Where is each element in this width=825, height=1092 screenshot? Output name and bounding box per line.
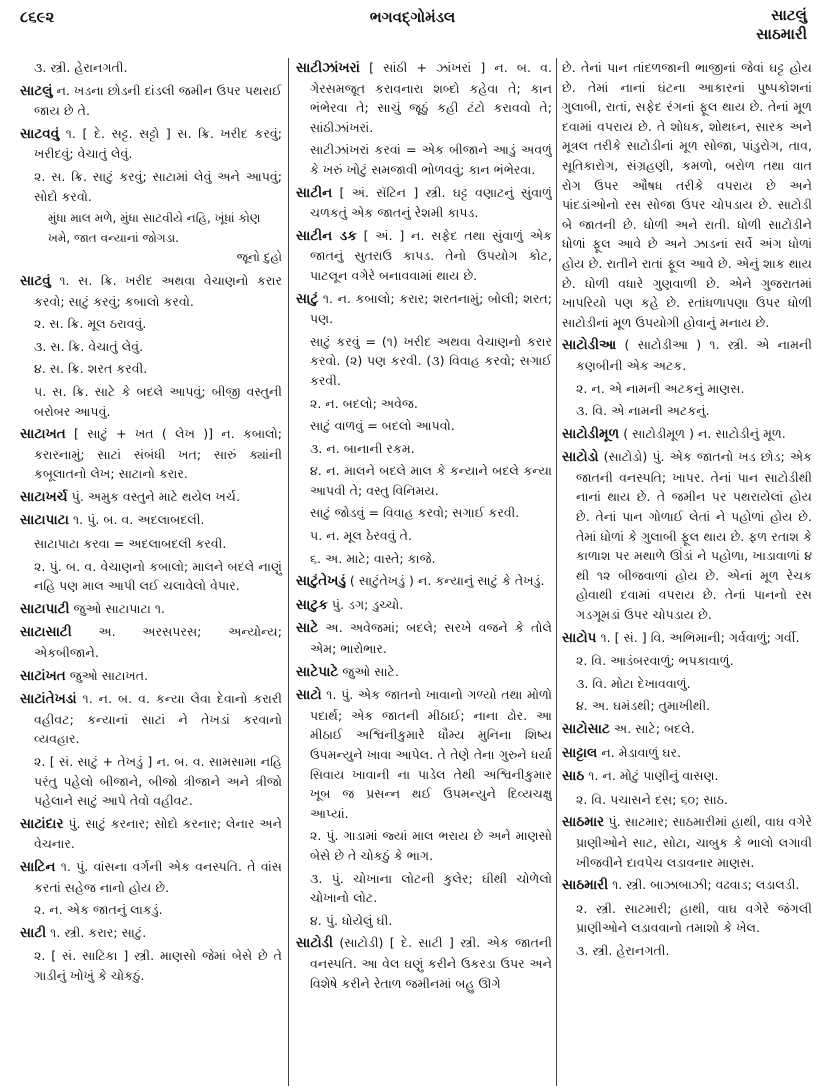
dictionary-entry <box>296 618 552 658</box>
sense-definition: સાટું વાળવું = બદલો આપવો. <box>310 418 455 434</box>
headword: સાટીઝાંખરાં <box>296 60 360 76</box>
dictionary-entry <box>20 599 282 620</box>
headword: સાટીન <box>296 184 333 201</box>
definition-text: ( સાટોડીમૂળ ) ન. સાટોડીનું મૂળ. <box>619 425 786 441</box>
definition-text: [ સાંઠી + ઝાંખરાં ] ન. બ. વ. ગેરસમજૂત કરાવનારા શબ્દો કહેવા તે; કાન ભંભેરવા તે; સાચું જૂઠું કહી ટંટો કરાવવો તે; સાંઠીઝાંખરાં. <box>310 60 552 135</box>
page-number: ૮૬૯૨ <box>20 8 55 26</box>
dictionary-entry <box>20 510 282 531</box>
definition-text: જુઓ સાટાપાટા ૧. <box>69 600 166 616</box>
definition-text: ૧. ન. બ. વ. કન્યા લેવા દેવાનો કરારી વહીવટ; કન્યાનાં સાટાં ને તેખડાં કરવાનો વ્યવહાર. <box>34 691 282 747</box>
headword: સાટોડો <box>562 449 599 466</box>
dictionary-entry <box>20 923 282 944</box>
dictionary-entry <box>20 689 282 749</box>
sense-definition: ૨. ન. બદલો; અવેજ. <box>310 395 418 411</box>
sense-definition: સાટું જોડવું = વિવાહ કરવો; સગાઈ કરવી. <box>310 505 520 521</box>
headword: સાઠમારી <box>562 877 609 894</box>
sense-definition: ૨. [ સં. સાટું + તેખડું ] ન. બ. વ. સામસામા નહિ પરંતુ પહેલો બીજાને, બીજો ત્રીજાને અને ત્રીજો પહેલાને સાટું આપે તેવો વહીવટ. <box>34 754 282 809</box>
sense-definition: ૩. સ. ક્રિ. વેચાતું લેવું. <box>34 338 144 354</box>
definition-text: ૧. [ દે. સટ્ટ. સટ્ટો ] સ. ક્રિ. ખરીદ કરવું; ખરીદવું; વેચાતું લેવું. <box>34 125 282 162</box>
headword: સાટો <box>296 687 322 704</box>
dictionary-entry <box>20 857 282 897</box>
headword: સાટોસાટ <box>562 721 610 737</box>
definition-text: ૧. ન. કબાલો; કરાર; શરતનામું; બોલી; શરત; પણ. <box>310 290 552 327</box>
definition-text: ૧. સ્ત્રી. બાઝાબાઝી; વઢવાડ; લડાલડી. <box>608 877 800 893</box>
headword: સાટોડીમૂળ <box>562 425 620 442</box>
headword: સાટવું <box>20 272 51 289</box>
dictionary-entry <box>562 766 812 787</box>
definition-text: (સાટોડો) પું. એક જાતનો ખડ છોડ; એક જાતની વનસ્પતિ; ખાપર. તેનાં પાન સાટોડીથી નાનાં થાય છે. તે જમીન પર પથરાયેલાં હોય છે. તેનાં પાન ગોળાઈ લેતાં ને પહોળાં હોય છે. તેમાં ધોળાં કે ગુલાબી ફૂલ થાય છે. ફળ રતાશ કે કાળાશ પર મથાળે ઊંડાં ને પહોળા, ખાડાવાળાં ૪ થી ૧૨ બીજવાળાં હોય છે. એનાં મૂળ રેચક હોવાથી દવામાં વપરાય છે. તેનાં પાનનો રસ ગડગૂમડાં ઉપર ચોપડાય છે. <box>576 449 812 623</box>
definition-text: અ. અરસપરસ; અન્યોન્ય; એકબીજાને. <box>34 624 282 661</box>
headword: સાટુક <box>296 596 328 613</box>
dictionary-entry <box>20 424 282 484</box>
column-divider <box>288 58 289 1086</box>
sense-definition: સાટીઝાંખરાં કરવાં = એક બીજાને આડું અવળું કે ખરું ખોટું સમજાવી ભોળવવું; કાન ભંભેરવા. <box>310 142 552 177</box>
definition-text: ( સાટુંતેખડું ) ન. કન્યાનું સાટું કે તેખડું. <box>345 573 545 589</box>
sense-definition: ૫. સ. ક્રિ. સાટે કે બદલે આપવું; બીજી વસ્તુની બરોબર આપવું. <box>34 383 282 419</box>
definition-text: પું. ડગ; ડુચ્ચો. <box>327 596 404 612</box>
dictionary-entry <box>562 335 812 375</box>
column-divider <box>556 58 557 1086</box>
definition-text: ૧. પું. બ. વ. અદલાબદલી. <box>68 512 205 528</box>
headword: સાટલું <box>20 82 53 99</box>
headword: સાટ્ટાલ <box>562 744 598 761</box>
sense-definition: ૨. વિ. પચાસને દસ; ૬૦; સાઠ. <box>576 791 729 807</box>
definition-text: (સાટોડી) [ દે. સાટી ] સ્ત્રી. એક જાતની વનસ્પતિ. આ વેલ ઘણું કરીને ઉકરડા ઉપર અને વિશેષે કરીને રેતાળ જમીનમાં બહુ ઊગે <box>310 935 552 991</box>
headword: સાટુંતેખડું <box>296 573 346 590</box>
headword: સાઠ <box>562 768 585 785</box>
definition-text: પું. સાટું કરનાર; સોદો કરનાર; લેનાર અને વેચનાર. <box>34 815 282 852</box>
dictionary-entry <box>296 58 552 137</box>
sense-definition: ૪. ન. માલને બદલે માલ કે કન્યાને બદલે કન્યા આપવી તે; વસ્તુ વિનિમય. <box>310 463 552 498</box>
headword: સાટીન ડક <box>296 227 357 244</box>
headword: સાટાપાટા <box>20 512 69 529</box>
sense-definition: ૪. સ. ક્રિ. શરત કરવી. <box>34 361 148 377</box>
sense-definition: ૩. સ્ત્રી. હેરાનગતી. <box>34 60 128 75</box>
definition-text: પું. અમુક વસ્તુને માટે થયેલ ખર્ચ. <box>67 488 240 504</box>
headword: સાટવવું <box>20 125 60 142</box>
dictionary-entry <box>562 719 812 740</box>
sense-definition: ૨. ન. એક જાતનું લાકડું. <box>34 902 163 918</box>
definition-text: ૧. પું. વાંસના વર્ગની એક વનસ્પતિ. તે વાંસ કરતાં સહેજ નાનો હોય છે. <box>34 858 282 895</box>
dictionary-entry <box>296 289 552 329</box>
dictionary-entry <box>20 124 282 164</box>
sense-definition: ૨. સ્ત્રી. સાટમારી; હાથી, વાઘ વગેરે જંગલી પ્રાણીઓને લડાવવાનો તમાશો કે ખેલ. <box>576 900 812 936</box>
dictionary-entry <box>562 812 812 872</box>
definition-text: ન. ખડના છોડની દાંડલી જમીન ઉપર પથરાઈ જાય છે તે. <box>34 82 282 119</box>
definition-text: ૧. [ સં. ] વિ. અભિમાની; ગર્વવાળું; ગર્વી. <box>596 629 800 645</box>
definition-text: [ સાટું + ખત ( લેખ )] ન. કબાલો; કરારનામું; સાટાં સંબંધી ખત; સારું ક્યાંની કબૂલાતનો લેખ; સાટાનો કરાર. <box>34 426 282 482</box>
sense-definition: સાટાપાટા કરવા = અદલાબદલી કરવી. <box>34 536 227 552</box>
guide-word-last: સાઠમારી <box>756 25 807 43</box>
definition-text: અ. અવેજમાં; બદલે; સરખે વજને કે તોલે એમ; ભારોભાર. <box>310 620 552 657</box>
dictionary-entry <box>562 628 812 649</box>
headword: સાટોડીઆ <box>562 337 617 354</box>
headword: સાટિન <box>20 858 56 875</box>
dictionary-entry <box>296 662 552 683</box>
dictionary-entry <box>562 424 812 445</box>
sense-definition: ૨. સ. ક્રિ. સાટું કરવું; સાટામાં લેવું અને આપવું; સોદો કરવો. <box>34 168 282 204</box>
definition-text: જુઓ સાટે. <box>338 663 399 679</box>
definition-text: ન. મેડાવાળું ઘર. <box>597 744 682 760</box>
definition-text: ( સાટોડીઆ ) ૧. સ્ત્રી. એ નામની કણબીની એક અટક. <box>576 337 812 373</box>
headword: સાટાખર્ચ <box>20 488 68 505</box>
sense-definition: ૫. ન. મૂલ ઠેરવવું તે. <box>310 528 412 544</box>
sense-definition: ૩. ન. બાનાની રકમ. <box>310 440 415 456</box>
definition-continuation: છે. તેનાં પાન તાંદળજાની ભાજીનાં જેવાં ઘટ્ટ હોય છે. તેમાં નાનાં ઘંટના આકારનાં પુષ્પકોશનાં ગુલાબી, રાતાં, સફેદ રંગનાં ફૂલ થાય છે. તેનાં મૂળ દવામાં વપરાય છે. તે શોધક, શોથઘ્ન, સારક અને મૂત્રલ તરીકે સાટોડીનાં મૂળ સોજા, પાંડુરોગ, તાવ, સૂતિકારોગ, સંગ્રહણી, કમળો, બરોળ તથા વાત રોગ ઉપર ઔષધ તરીકે વપરાય છે અને પાંદડાંઓનો રસ સોજા ઉપર ચોપડાય છે. સાટોડી બે જાતની છે. ધોળી અને રાતી. ધોળી સાટોડીને ધોળાં ફૂલ આવે છે અને ઝાડનાં સર્વે અંગ ધોળાં હોય છે. રાતીને રાતાં ફૂલ આવે છે. એનું શાક થાય છે. ધોળી વધારે ગુણવાળી છે. એને ગુજરાતમાં ખાપરિયો પણ કહે છે. રતાંધળાપણા ઉપર ધોળી સાટોડીનાં મૂળ ઉપયોગી હોવાનું મનાય છે. <box>562 60 812 330</box>
definition-text: ૧. સ. ક્રિ. ખરીદ અથવા વેચાણનો કરાર કરવો; સાટું કરવું; કબાલો કરવો. <box>34 272 282 309</box>
definition-text: [ અં. સૅટિન ] સ્ત્રી. ઘટ્ટ વણાટનું સુંવાળું ચળકતું એક જાતનું રેશમી કાપડ. <box>310 184 552 221</box>
column-2 <box>296 58 552 1088</box>
guide-word-first: સાટલું <box>771 6 807 24</box>
quotation: મુંધા માલ મળે, મુંધા સાટવીયે નહિ, ખૂંધાં કોણ ખમે, જાત વન્યાનાં જોગડા. <box>48 211 261 245</box>
headword: સાટાંદાર <box>20 815 64 832</box>
sense-definition: ૩. સ્ત્રી. હેરાનગતી. <box>576 942 670 958</box>
sense-definition: ૨. વિ. આડંબરવાળું; ભપકાવાળું. <box>576 653 734 669</box>
dictionary-entry <box>296 183 552 223</box>
guide-words <box>756 6 807 44</box>
headword: સાટાસાટી <box>20 624 72 641</box>
dictionary-entry <box>20 666 282 687</box>
headword: સાઠમાર <box>562 814 605 831</box>
sense-definition: ૬. અ. માટે; વાસ્તે; કાજે. <box>310 550 436 566</box>
dictionary-entry <box>20 814 282 854</box>
sense-definition: ૨. ન. એ નામની અટકનું માણસ. <box>576 380 745 396</box>
sense-definition: ૨. પું. બ. વ. વેચાણનો કબાલો; માલને બદલે નાણું નહિ પણ માલ આપી લઈ ચલાવેલો વેપાર. <box>34 558 282 594</box>
headword: સાટી <box>20 924 47 941</box>
definition-text: ૧. પું. એક જાતનો ખાવાનો ગળ્યો તથા મોળો પદાર્થ; એક જાતની મીઠાઈ; નાના ઢોર. આ મીઠાઈ અશ્વિનીકુમારે ધૌમ્ય મુનિના શિષ્ય ઉપમન્યુને ખાવા આપેલ. તે તેણે તેના ગુરુને ધર્યા સિવાય ખાવાની ના પાડેલ તેથી અશ્વિનીકુમાર ખૂબ જ પ્રસન્ન થઈ ઉપમન્યુને દિવ્યચક્ષુ આપ્યાં. <box>310 687 552 821</box>
dictionary-entry <box>296 685 552 823</box>
dictionary-entry <box>20 622 282 662</box>
definition-text: જુઓ સાટાખત. <box>65 667 149 683</box>
sense-definition: ૩. પું. ચોખાના લોટની કુલેર; ઘીથી ચોળેલો ચોખાનો લોટ. <box>310 870 552 906</box>
column-3 <box>562 58 812 1088</box>
sense-definition: ૩. વિ. એ નામની અટકનું. <box>576 403 710 419</box>
dictionary-entry <box>562 743 812 764</box>
dictionary-entry <box>296 571 552 592</box>
dictionary-entry <box>296 933 552 993</box>
headword: સાટાપાટી <box>20 600 70 617</box>
headword: સાટે <box>296 620 319 637</box>
quotation-source: જૂનો દુહો <box>236 250 282 265</box>
definition-text: અ. સાટે; બદલે. <box>609 721 695 736</box>
headword: સાટાખત <box>20 426 66 443</box>
dictionary-entry <box>562 447 812 624</box>
column-1 <box>20 58 282 1088</box>
dictionary-entry <box>296 226 552 286</box>
sense-definition: ૨. સ. ક્રિ. મૂલ ઠરાવવું. <box>34 316 147 332</box>
sense-definition: સાટું કરવું = (૧) ખરીદ અથવા વેચાણનો કરાર કરવો. (૨) પણ કરવી. (૩) વિવાહ કરવો; સગાઈ કરવી. <box>310 333 552 388</box>
sense-definition: ૨. પું. ગાડામાં જ્યાં માલ ભરાય છે અને માણસો બેસે છે તે ચોકઠું કે ભાગ. <box>310 828 552 863</box>
sense-definition: ૨. [ સં. સાટિકા ] સ્ત્રી. માણસો જેમાં બેસે છે તે ગાડીનું ખોખું કે ચોકઠું. <box>34 948 282 983</box>
definition-text: ૧. સ્ત્રી. કરાર; સાટું. <box>46 924 147 940</box>
running-title: ભગવદ્ગોમંડલ <box>369 8 456 26</box>
sense-definition: ૩. વિ. મોટા દેખાવવાળું. <box>576 675 691 691</box>
headword: સાટેપાટે <box>296 663 339 680</box>
headword: સાટોપ <box>562 629 597 646</box>
dictionary-entry <box>20 487 282 508</box>
dictionary-entry <box>296 595 552 616</box>
headword: સાટોડી <box>296 935 334 952</box>
dictionary-entry <box>562 875 812 896</box>
definition-text: [ અં. ] ન. સફેદ તથા સુંવાળું એક જાતનું સુતરાઉ કાપડ. તેનો ઉપયોગ કોટ, પાટલૂન વગેરે બનાવવામાં થાય છે. <box>310 227 552 283</box>
headword: સાટાંખત <box>20 667 66 684</box>
dictionary-entry <box>20 271 282 311</box>
headword: સાટું <box>296 290 319 307</box>
definition-text: પું. સાટમાર; સાઠમારીમાં હાથી, વાઘ વગેરે પ્રાણીઓને સાટ, સોટા, ચાબુક કે ભાલો લગાવી ખીજવીને દાવપેચ લડાવનાર માણસ. <box>576 814 812 870</box>
definition-text: ૧. ન. મોટું પાણીનું વાસણ. <box>584 768 719 784</box>
dictionary-entry <box>20 81 282 121</box>
headword: સાટાંતેખડાં <box>20 691 77 708</box>
sense-definition: ૪. પું. ધોયેલું ઘી. <box>310 912 393 928</box>
sense-definition: ૪. અ. ઘમંડથી; તુમાખીથી. <box>576 698 711 714</box>
